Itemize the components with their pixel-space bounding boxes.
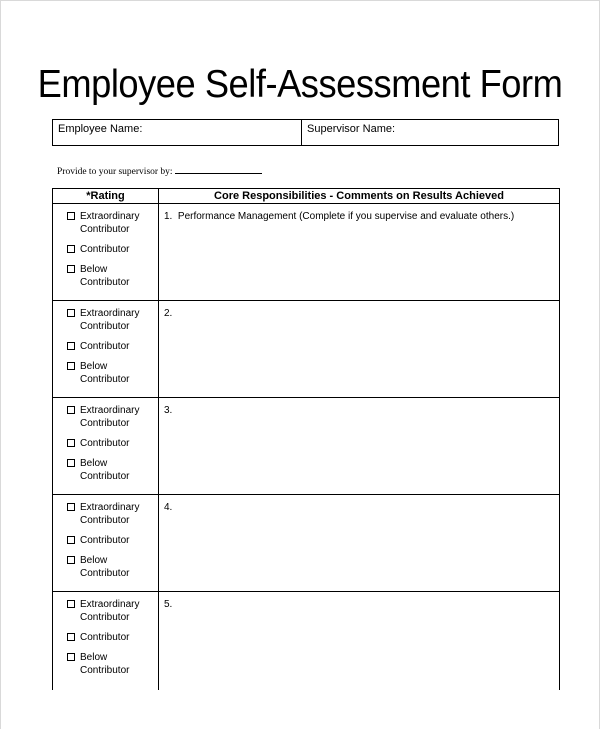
table-row <box>53 301 560 398</box>
rating-option-label: Contributor <box>80 244 130 255</box>
rating-option <box>67 651 158 677</box>
rating-checkbox[interactable] <box>67 245 75 253</box>
comments-cell[interactable] <box>159 495 560 592</box>
rating-checkbox[interactable] <box>67 503 75 511</box>
comments-cell[interactable] <box>159 204 560 301</box>
rating-option-label: Below Contributor <box>80 652 130 676</box>
rating-option-label: Below Contributor <box>80 555 130 579</box>
form-title: Employee Self-Assessment Form <box>37 63 563 106</box>
rating-option-label: Below Contributor <box>80 458 130 482</box>
responsibility-text: Performance Management (Complete if you supervise and evaluate others.) <box>177 211 515 222</box>
rating-option <box>67 210 158 236</box>
table-row <box>53 204 560 301</box>
rating-checkbox[interactable] <box>67 653 75 661</box>
supervisor-name-label: Supervisor Name: <box>307 123 396 135</box>
rating-option <box>67 631 158 644</box>
rating-checkbox[interactable] <box>67 342 75 350</box>
rating-cell <box>53 301 159 398</box>
rating-option <box>67 457 158 483</box>
rating-option-label: Contributor <box>80 438 130 449</box>
responsibility-line <box>159 398 559 416</box>
rating-header: *Rating <box>53 189 159 204</box>
row-number: 1. <box>164 211 173 222</box>
rating-option <box>67 263 158 289</box>
rating-cell <box>53 495 159 592</box>
rating-checkbox[interactable] <box>67 212 75 220</box>
table-row <box>53 495 560 592</box>
row-number: 4. <box>164 502 173 513</box>
rating-checkbox[interactable] <box>67 536 75 544</box>
responsibility-line <box>159 204 559 222</box>
rating-option-label: Contributor <box>80 341 130 352</box>
rating-checkbox[interactable] <box>67 633 75 641</box>
rating-checkbox[interactable] <box>67 459 75 467</box>
comments-cell[interactable] <box>159 301 560 398</box>
rating-checkbox[interactable] <box>67 439 75 447</box>
rating-option-label: Extraordinary Contributor <box>80 405 140 429</box>
employee-name-label: Employee Name: <box>58 123 143 135</box>
rating-checkbox[interactable] <box>67 556 75 564</box>
provide-by-date-field[interactable] <box>175 164 262 174</box>
rating-option <box>67 534 158 547</box>
supervisor-name-field[interactable] <box>302 120 558 145</box>
responsibilities-header: Core Responsibilities - Comments on Results Achieved <box>159 189 560 204</box>
rating-option-label: Extraordinary Contributor <box>80 211 140 235</box>
rating-option-label: Below Contributor <box>80 264 130 288</box>
responsibility-line <box>159 301 559 319</box>
rating-cell <box>53 592 159 691</box>
rating-option <box>67 340 158 353</box>
rating-option <box>67 598 158 624</box>
rating-option-label: Extraordinary Contributor <box>80 502 140 526</box>
rating-cell <box>53 204 159 301</box>
responsibility-line <box>159 592 559 610</box>
rating-option <box>67 554 158 580</box>
comments-cell[interactable] <box>159 398 560 495</box>
table-row <box>53 592 560 691</box>
row-number: 2. <box>164 308 173 319</box>
rating-option-label: Extraordinary Contributor <box>80 308 140 332</box>
row-number: 5. <box>164 599 173 610</box>
rating-checkbox[interactable] <box>67 600 75 608</box>
table-row <box>53 398 560 495</box>
rating-checkbox[interactable] <box>67 309 75 317</box>
rating-option-label: Below Contributor <box>80 361 130 385</box>
rating-option <box>67 501 158 527</box>
rating-checkbox[interactable] <box>67 265 75 273</box>
comments-cell[interactable] <box>159 592 560 691</box>
rating-option <box>67 243 158 256</box>
rating-option <box>67 404 158 430</box>
rating-option-label: Contributor <box>80 632 130 643</box>
rating-option-label: Extraordinary Contributor <box>80 599 140 623</box>
rating-cell <box>53 398 159 495</box>
rating-checkbox[interactable] <box>67 406 75 414</box>
provide-by-line <box>57 164 262 177</box>
rating-option-label: Contributor <box>80 535 130 546</box>
responsibility-line <box>159 495 559 513</box>
provide-by-label: Provide to your supervisor by: <box>57 167 173 177</box>
names-row <box>52 119 559 146</box>
rating-option <box>67 360 158 386</box>
rating-option <box>67 307 158 333</box>
rating-checkbox[interactable] <box>67 362 75 370</box>
row-number: 3. <box>164 405 173 416</box>
assessment-table <box>52 188 560 690</box>
rating-option <box>67 437 158 450</box>
employee-name-field[interactable] <box>53 120 302 145</box>
